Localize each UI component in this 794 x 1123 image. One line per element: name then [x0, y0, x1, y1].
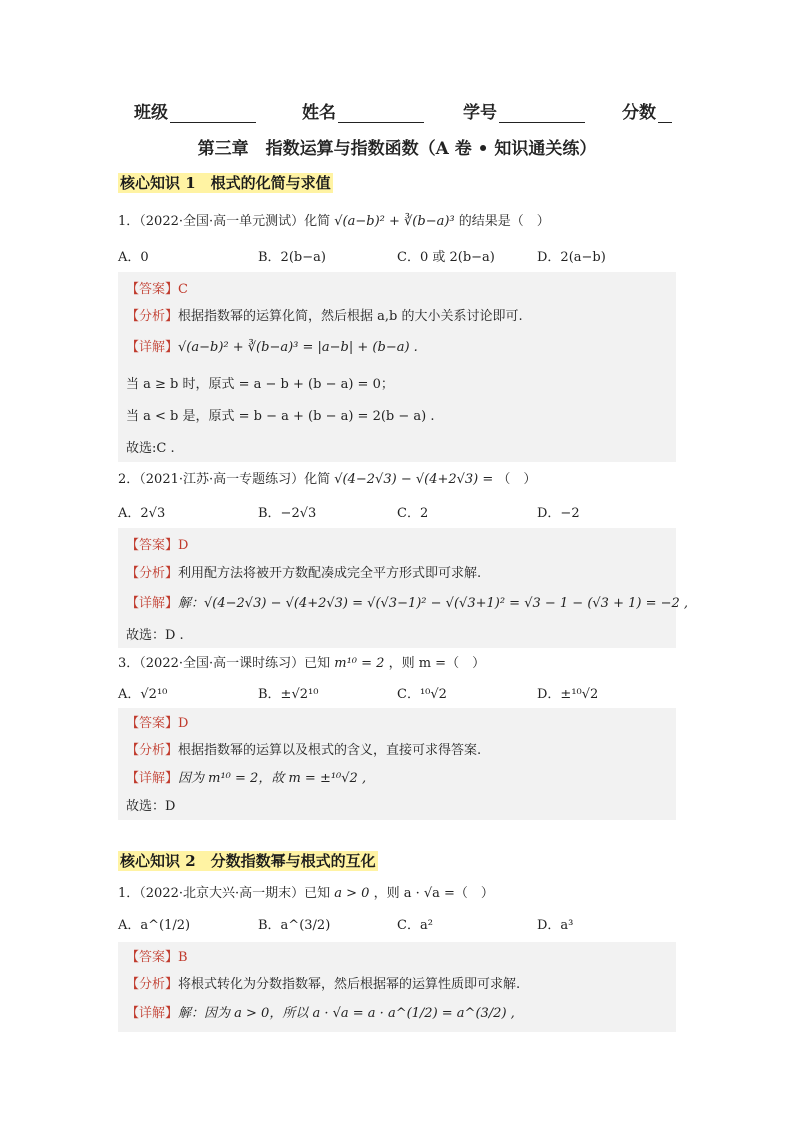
analysis-line: 【分析】将根式转化为分数指数幂，然后根据幂的运算性质即可求解.	[126, 977, 521, 992]
detail-line: 【详解】解：√(4−2√3) − √(4+2√3) = √(√3−1)² − √(√3+1)² = √3 − 1 − (√3 + 1) = −2 ,	[126, 596, 689, 611]
option-a: A．0	[118, 250, 149, 265]
student-id-field[interactable]: 学号	[463, 98, 585, 123]
question-stem: 1．（2022·全国·高一单元测试）化简 √(a−b)² + ∛(b−a)³ 的结果是（ ）	[118, 214, 550, 229]
class-field[interactable]: 班级	[134, 98, 256, 123]
solution-box	[118, 528, 689, 648]
solution-box	[118, 708, 676, 820]
option-d: D．a³	[537, 918, 574, 933]
detail-line: 【详解】因为 m¹⁰ = 2，故 m = ±¹⁰√2 ,	[126, 771, 367, 786]
option-b: B．a^(3/2)	[258, 918, 331, 933]
option-c: C．a²	[397, 918, 433, 933]
math-expression: √(4−2√3) − √(4+2√3) =	[334, 472, 494, 487]
option-b: B．−2√3	[258, 506, 317, 521]
option-c: C．0 或 2(b−a)	[397, 250, 495, 265]
choose-line: 故选：D	[126, 799, 176, 814]
student-info-header	[0, 98, 794, 122]
option-c: C．¹⁰√2	[397, 687, 447, 702]
option-b: B．±√2¹⁰	[258, 687, 319, 702]
case-line: 当 a < b 是，原式 = b − a + (b − a) = 2(b − a) .	[126, 409, 435, 424]
answer-line: 【答案】D	[126, 538, 189, 553]
answer-line: 【答案】D	[126, 716, 189, 731]
analysis-line: 【分析】根据指数幂的运算以及根式的含义，直接可求得答案.	[126, 743, 482, 758]
analysis-line: 【分析】根据指数幂的运算化简，然后根据 a,b 的大小关系讨论即可.	[126, 309, 523, 324]
option-d: D．2(a−b)	[537, 250, 606, 265]
choose-line: 故选：D .	[126, 628, 184, 643]
analysis-line: 【分析】利用配方法将被开方数配凑成完全平方形式即可求解.	[126, 566, 482, 581]
option-c: C．2	[397, 506, 429, 521]
math-expression: √(a−b)² + ∛(b−a)³	[334, 214, 455, 229]
score-field[interactable]: 分数	[622, 98, 672, 123]
question-stem: 2．（2021·江苏·高一专题练习）化简 √(4−2√3) − √(4+2√3) = （ ）	[118, 472, 537, 487]
option-b: B．2(b−a)	[258, 250, 326, 265]
math-expression: m¹⁰ = 2	[334, 656, 385, 671]
question-stem: 3．（2022·全国·高一课时练习）已知 m¹⁰ = 2 ，则 m =（ ）	[118, 656, 486, 671]
page-title: 第三章 指数运算与指数函数（A 卷 • 知识通关练）	[197, 139, 597, 159]
section-title: 核心知识 2 分数指数幂与根式的互化	[120, 852, 376, 870]
detail-line: 【详解】√(a−b)² + ∛(b−a)³ = |a−b| + (b−a) .	[126, 340, 418, 355]
case-line: 当 a ≥ b 时，原式 = a − b + (b − a) = 0；	[126, 377, 394, 392]
question-stem: 1．（2022·北京大兴·高一期末）已知 a > 0 ，则 a · √a =（ ）	[118, 886, 494, 901]
math-expression: a > 0	[334, 886, 370, 901]
answer-line: 【答案】B	[126, 950, 188, 965]
option-a: A．√2¹⁰	[118, 687, 168, 702]
detail-line: 【详解】解：因为 a > 0，所以 a · √a = a · a^(1/2) = a^(3/2) ,	[126, 1006, 515, 1021]
option-d: D．−2	[537, 506, 580, 521]
option-a: A．2√3	[118, 506, 166, 521]
answer-line: 【答案】C	[126, 282, 188, 297]
name-field[interactable]: 姓名	[302, 98, 424, 123]
solution-box	[118, 942, 676, 1032]
section-title: 核心知识 1 根式的化简与求值	[120, 174, 331, 192]
solution-box	[118, 272, 676, 462]
choose-line: 故选:C .	[126, 441, 175, 456]
option-a: A．a^(1/2)	[118, 918, 191, 933]
option-d: D．±¹⁰√2	[537, 687, 599, 702]
